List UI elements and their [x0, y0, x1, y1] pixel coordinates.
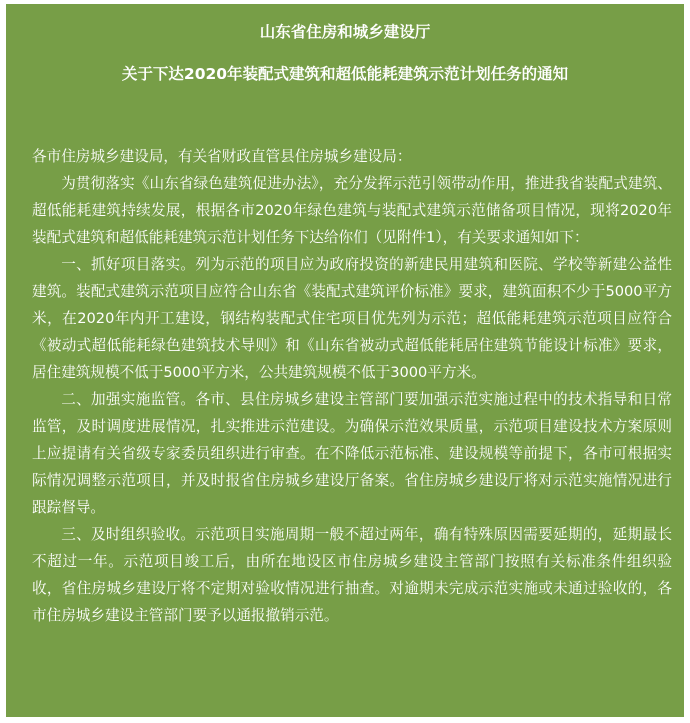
- notice-body: [32, 143, 672, 629]
- section-supervision: 二、加强实施监管。各市、县住房城乡建设主管部门要加强示范实施过程中的技术指导和日常监管，及时调度进展情况，扎实推进示范建设。为确保示范效果质量，示范项目建设技术方案原则上应提请有关省级专家委员组织进行审查。在不降低示范标准、建设规模等前提下，各市可根据实际情况调整示范项目，并及时报省住房城乡建设厅备案。省住房城乡建设厅将对示范实施情况进行跟踪督导。: [32, 391, 672, 516]
- salutation: 各市住房城乡建设局，有关省财政直管县住房城乡建设局：: [32, 148, 412, 165]
- issuer-heading: 山东省住房和城乡建设厅: [259, 23, 431, 41]
- notice-panel: [6, 4, 684, 717]
- section-project-implementation: 一、抓好项目落实。列为示范的项目应为政府投资的新建民用建筑和医院、学校等新建公益性建筑。装配式建筑示范项目应符合山东省《装配式建筑评价标准》要求，建筑面积不少于5000平方米，在2020年内开工建设，钢结构装配式住宅项目优先列为示范；超低能耗建筑示范项目应符合《被动式超低能耗绿色建筑技术导则》和《山东省被动式超低能耗居住建筑节能设计标准》要求，居住建筑规模不低于5000平方米，公共建筑规模不低于3000平方米。: [32, 256, 672, 381]
- intro-paragraph: 为贯彻落实《山东省绿色建筑促进办法》，充分发挥示范引领带动作用，推进我省装配式建筑、超低能耗建筑持续发展，根据各市2020年绿色建筑与装配式建筑示范储备项目情况，现将2020年装配式建筑和超低能耗建筑示范计划任务下达给你们（见附件1），有关要求通知如下：: [32, 175, 672, 246]
- section-acceptance: 三、及时组织验收。示范项目实施周期一般不超过两年，确有特殊原因需要延期的，延期最长不超过一年。示范项目竣工后，由所在地设区市住房城乡建设主管部门按照有关标准条件组织验收，省住房城乡建设厅将不定期对验收情况进行抽查。对逾期未完成示范实施或未通过验收的，各市住房城乡建设主管部门要予以通报撤销示范。: [32, 526, 672, 624]
- notice-title: 关于下达2020年装配式建筑和超低能耗建筑示范计划任务的通知: [121, 65, 569, 83]
